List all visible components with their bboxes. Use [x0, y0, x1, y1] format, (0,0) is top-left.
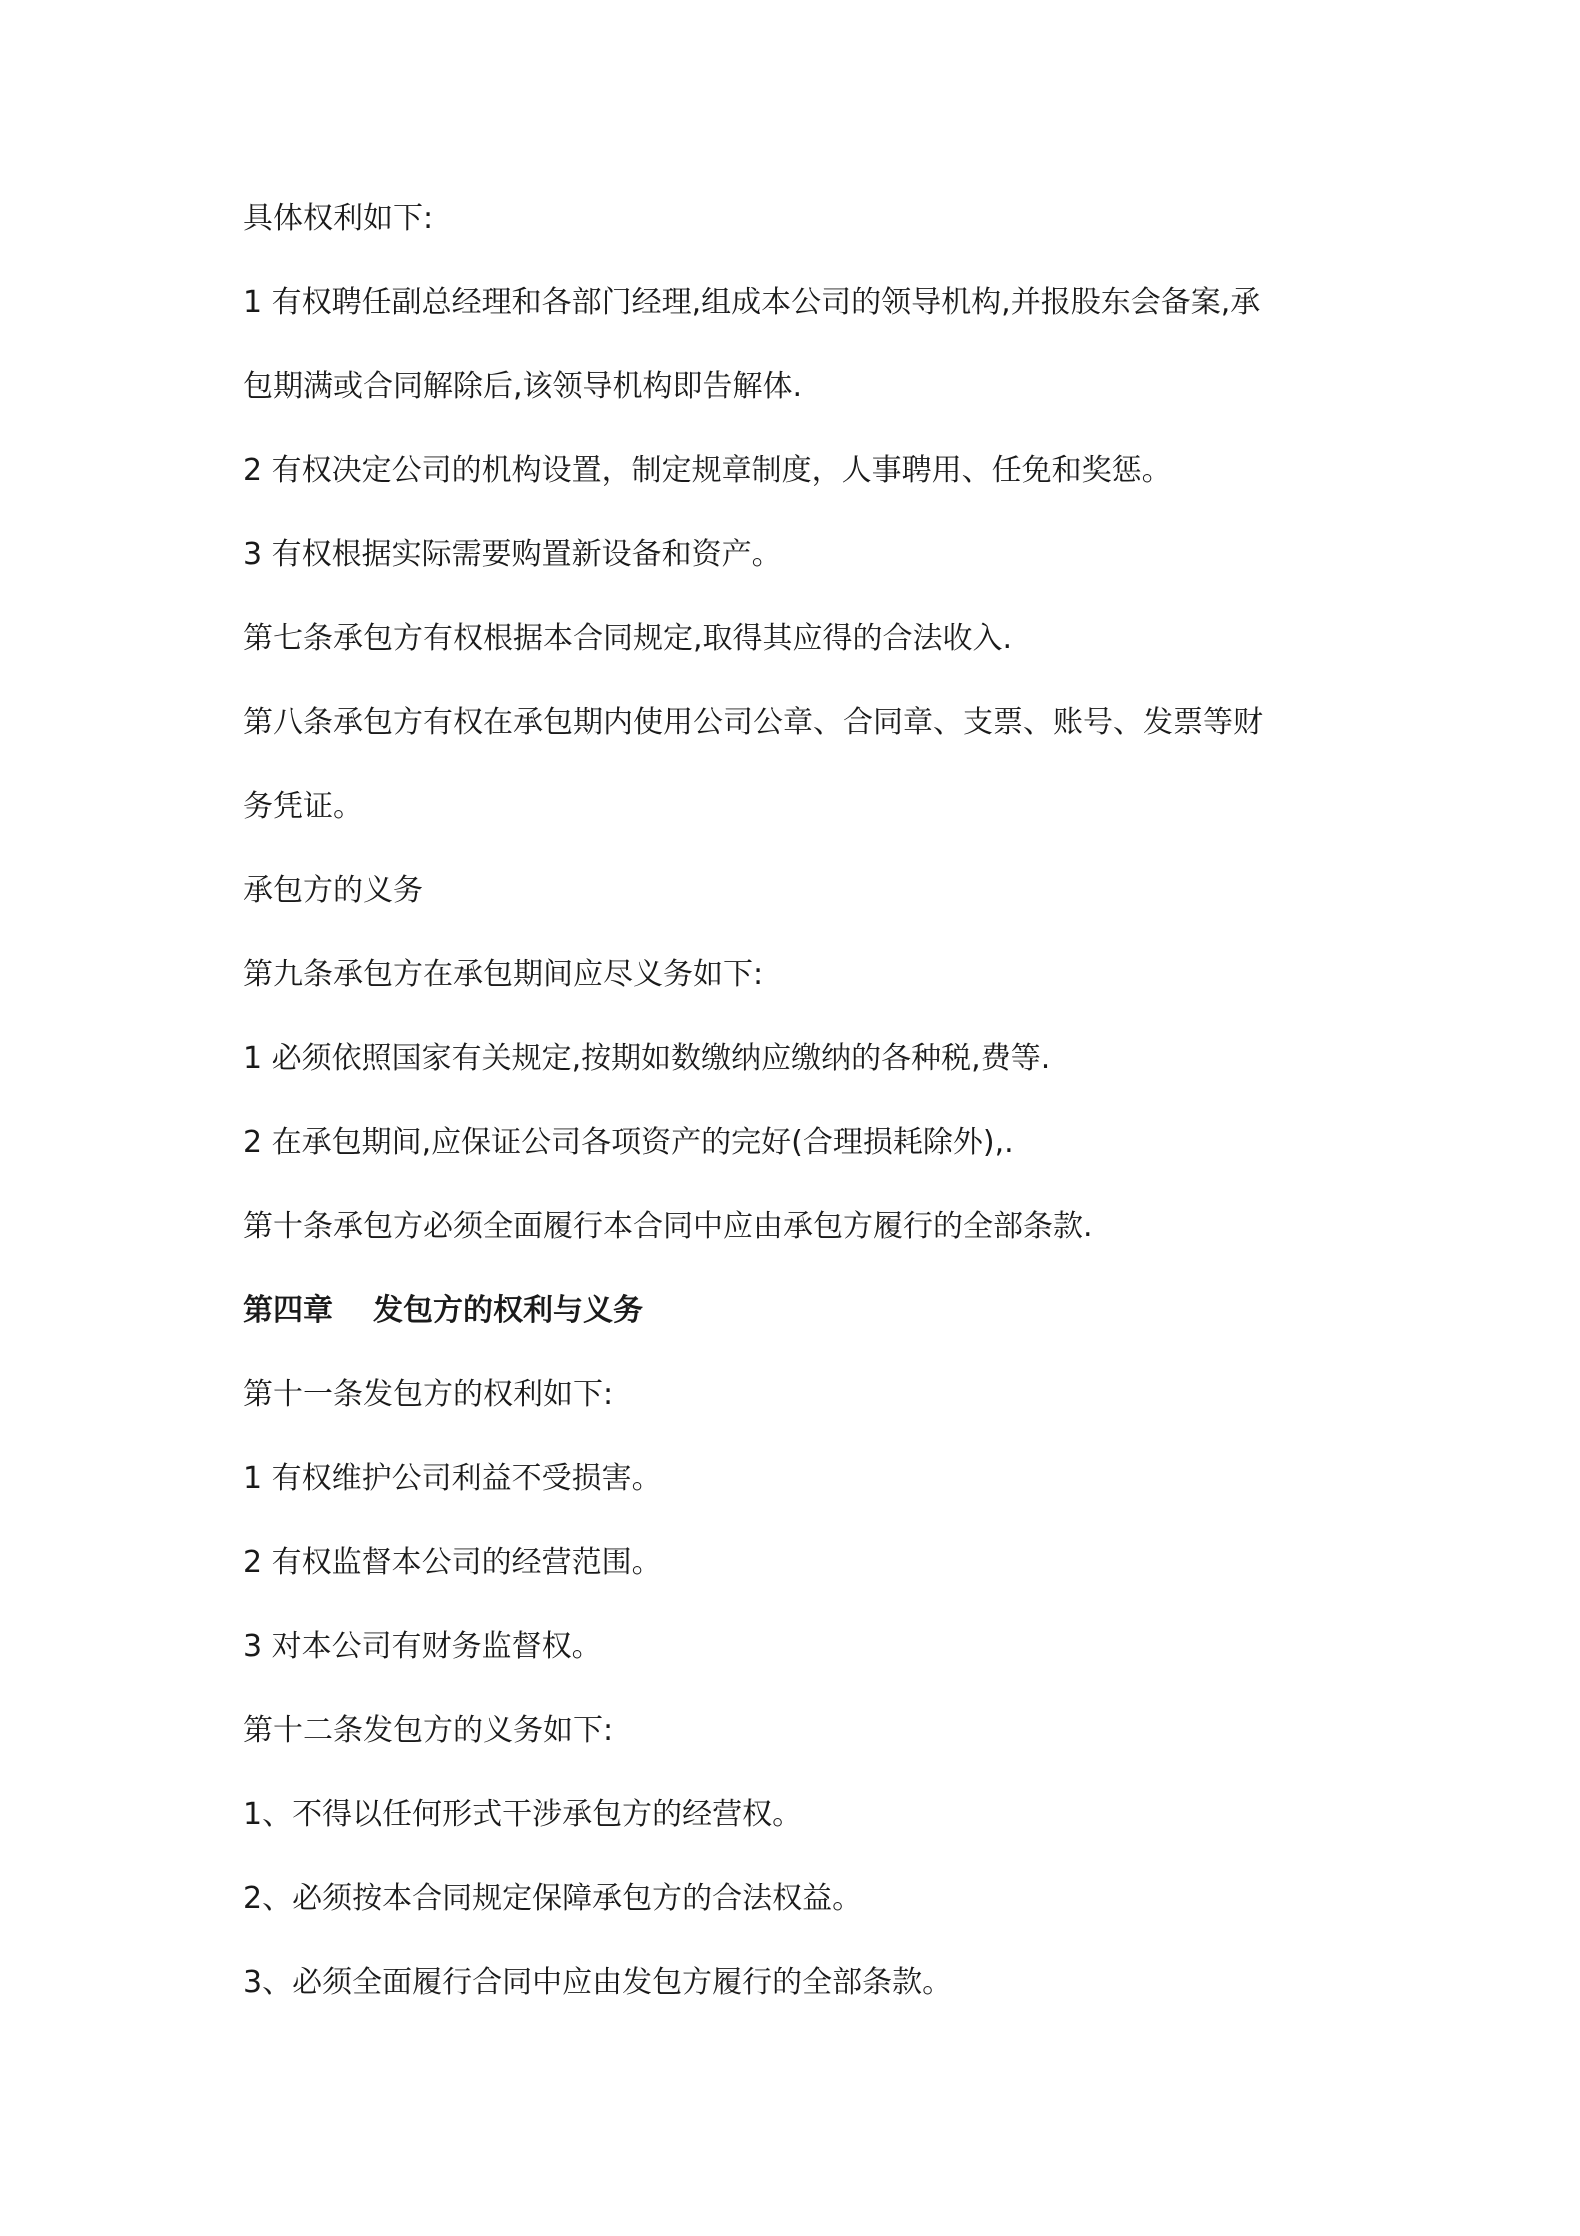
paragraph-right-1: 1 有权聘任副总经理和各部门经理,组成本公司的领导机构,并报股东会备案,承 — [243, 285, 1261, 320]
paragraph-right-3: 3 有权根据实际需要购置新设备和资产。 — [243, 537, 782, 572]
obligation-1: 1 必须依照国家有关规定,按期如数缴纳应缴纳的各种税,费等. — [243, 1041, 1051, 1076]
paragraph-right-2: 2 有权决定公司的机构设置，制定规章制度，人事聘用、任免和奖惩。 — [243, 453, 1172, 488]
employer-obligation-3: 3、必须全面履行合同中应由发包方履行的全部条款。 — [243, 1965, 953, 2000]
obligation-2: 2 在承包期间,应保证公司各项资产的完好(合理损耗除外),. — [243, 1125, 1014, 1160]
chapter-title: 发包方的权利与义务 — [373, 1293, 643, 1328]
employer-right-3: 3 对本公司有财务监督权。 — [243, 1629, 602, 1664]
article-12: 第十二条发包方的义务如下: — [243, 1713, 614, 1748]
article-7: 第七条承包方有权根据本合同规定,取得其应得的合法收入. — [243, 621, 1013, 656]
article-8: 第八条承包方有权在承包期内使用公司公章、合同章、支票、账号、发票等财 — [243, 705, 1263, 740]
article-8-cont: 务凭证。 — [243, 789, 363, 824]
paragraph-rights-intro: 具体权利如下: — [243, 201, 434, 236]
employer-right-2: 2 有权监督本公司的经营范围。 — [243, 1545, 662, 1580]
employer-obligation-2: 2、必须按本合同规定保障承包方的合法权益。 — [243, 1881, 863, 1916]
article-9: 第九条承包方在承包期间应尽义务如下: — [243, 957, 764, 992]
employer-right-1: 1 有权维护公司利益不受损害。 — [243, 1461, 662, 1496]
paragraph-right-1-cont: 包期满或合同解除后,该领导机构即告解体. — [243, 369, 803, 404]
section-contractor-obligations: 承包方的义务 — [243, 873, 423, 908]
chapter-number: 第四章 — [243, 1293, 333, 1328]
article-11: 第十一条发包方的权利如下: — [243, 1377, 614, 1412]
article-10: 第十条承包方必须全面履行本合同中应由承包方履行的全部条款. — [243, 1209, 1093, 1244]
chapter-4-heading — [243, 1291, 643, 1331]
employer-obligation-1: 1、不得以任何形式干涉承包方的经营权。 — [243, 1797, 803, 1832]
